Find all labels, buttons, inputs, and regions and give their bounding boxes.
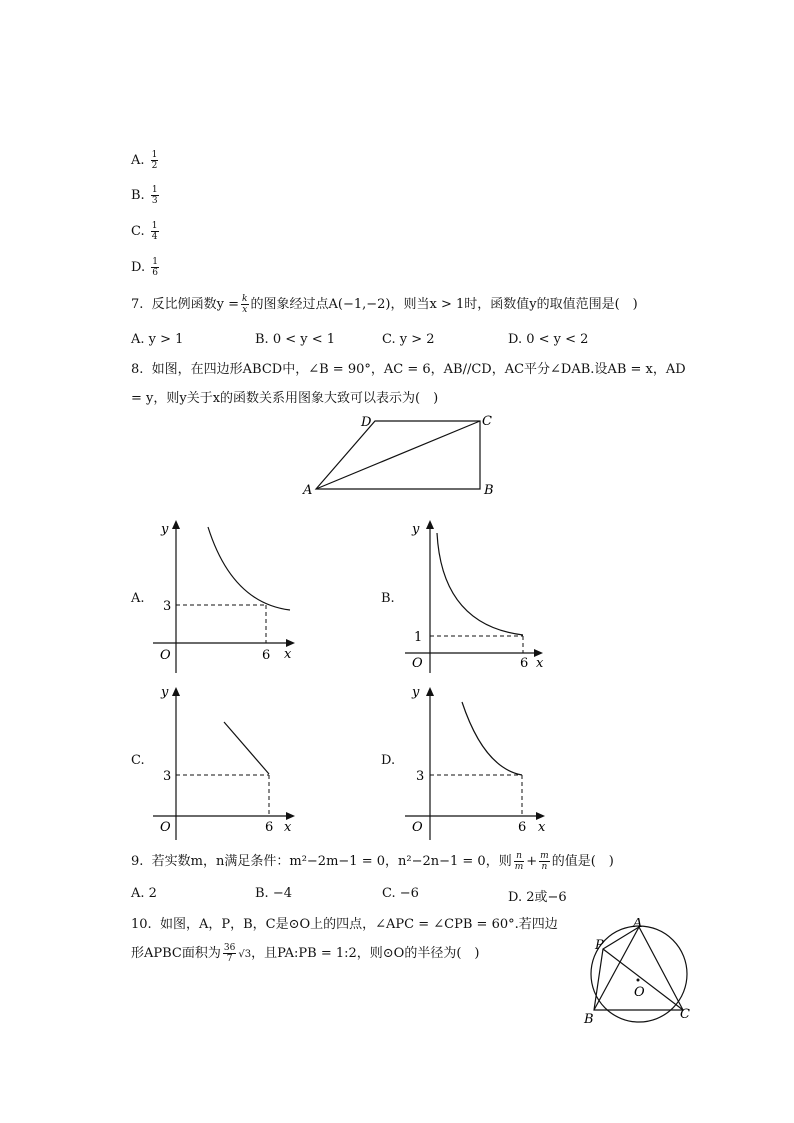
origin-label: O	[412, 656, 423, 671]
q7-option-c: C. y > 2	[382, 332, 435, 347]
point-label-a: A	[633, 918, 643, 931]
line-segment	[224, 722, 269, 774]
x-tick-label: 6	[520, 656, 529, 671]
y-axis-arrow	[172, 520, 180, 529]
x-axis-label: x	[538, 820, 546, 835]
point-label-d: D	[361, 415, 372, 430]
y-tick-label: 3	[416, 769, 425, 784]
q8-stem-line1: 8. 如图，在四边形ABCD中，∠B = 90°，AC = 6，AB//CD，AC平分∠DAB.设AB = x，AD	[131, 362, 686, 377]
point-label-b: B	[484, 483, 494, 498]
y-axis-arrow	[426, 687, 434, 696]
y-tick-label: 3	[163, 599, 172, 614]
y-tick-label: 3	[163, 769, 172, 784]
q6-option-a: A. $\frac{1}{2}$	[131, 150, 158, 171]
q8-option-b-letter: B.	[381, 591, 395, 606]
q8-option-a-letter: A.	[131, 591, 145, 606]
q7-option-a: A. y > 1	[131, 332, 184, 347]
q9-stem: 9. 若实数m，n满足条件：m²−2m−1 = 0，n²−2n−1 = 0，则 $\frac{n}{m}$ + $\frac{m}{n}$ 的值是( )	[131, 851, 614, 872]
x-tick-label: 6	[262, 648, 271, 663]
q7-option-b: B. 0 < y < 1	[255, 332, 336, 347]
x-axis-arrow	[286, 812, 295, 820]
origin-label: O	[412, 820, 423, 835]
y-axis-arrow	[426, 520, 434, 529]
curve	[208, 527, 290, 610]
q6-option-c: C. $\frac{1}{4}$	[131, 221, 158, 242]
curve	[437, 533, 523, 635]
x-axis-label: x	[284, 647, 292, 662]
y-axis-label: y	[412, 685, 420, 700]
y-axis-label: y	[161, 522, 169, 537]
y-tick-label: 1	[414, 630, 423, 645]
q9-option-d: D. 2或−6	[508, 890, 567, 905]
origin-label: O	[160, 820, 171, 835]
q8-option-c-letter: C.	[131, 753, 145, 768]
diagonal-ac	[316, 421, 480, 489]
center-dot	[637, 979, 640, 982]
q6-option-b: B. $\frac{1}{3}$	[131, 185, 158, 206]
q8-option-d-letter: D.	[381, 753, 396, 768]
point-label-c: C	[482, 414, 492, 429]
x-axis-label: x	[284, 820, 292, 835]
q9-option-c: C. −6	[382, 886, 419, 901]
q7-stem: 7. 反比例函数y = $\frac{k}{x}$ 的图象经过点A(−1,−2)，则当x > 1时，函数值y的取值范围是( )	[131, 294, 638, 315]
q10-stem-line1: 10. 如图，A，P，B，C是⊙O上的四点，∠APC = ∠CPB = 60°.若四边	[131, 917, 558, 932]
point-label-c: C	[680, 1007, 690, 1022]
y-axis-label: y	[412, 522, 420, 537]
x-axis-label: x	[536, 656, 544, 671]
q8-option-c-graph	[148, 680, 308, 840]
point-label-p: P	[595, 938, 604, 953]
origin-label: O	[160, 648, 171, 663]
point-label-o: O	[634, 985, 645, 1000]
y-axis-label: y	[161, 685, 169, 700]
curve	[462, 702, 522, 775]
q9-option-a: A. 2	[131, 886, 157, 901]
circle-o	[591, 926, 687, 1022]
q8-option-b-graph	[400, 515, 560, 675]
q6-option-d: D. $\frac{1}{6}$	[131, 257, 158, 278]
point-label-b: B	[584, 1012, 594, 1027]
q8-quadrilateral-figure	[300, 410, 500, 500]
x-axis-arrow	[536, 812, 545, 820]
point-label-a: A	[303, 483, 313, 498]
q9-option-b: B. −4	[255, 886, 292, 901]
x-tick-label: 6	[518, 820, 527, 835]
q10-circle-figure	[580, 918, 700, 1028]
q10-stem-line2: 形APBC面积为 $\frac{36}{7}$ √3，且PA:PB = 1:2，则⊙O的半径为( )	[131, 943, 480, 964]
chord-pc	[603, 949, 683, 1010]
q8-stem-line2: = y，则y关于x的函数关系用图象大致可以表示为( )	[131, 391, 439, 406]
x-tick-label: 6	[265, 820, 274, 835]
q8-option-a-graph	[148, 515, 308, 675]
q8-option-d-graph	[400, 680, 560, 840]
q7-option-d: D. 0 < y < 2	[508, 332, 589, 347]
x-axis-arrow	[286, 639, 295, 647]
y-axis-arrow	[172, 687, 180, 696]
